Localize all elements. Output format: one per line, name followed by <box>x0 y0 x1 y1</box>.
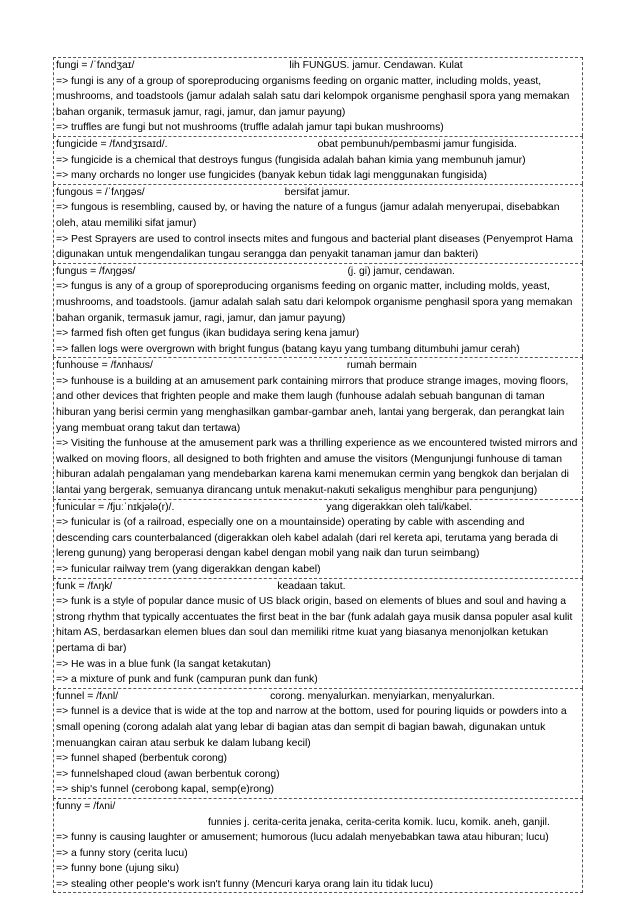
entry-gloss: obat pembunuh/pembasmi jamur fungisida. <box>317 138 517 150</box>
entry-headline <box>56 264 580 280</box>
entry-headline <box>56 799 580 830</box>
dictionary-entry <box>53 136 583 184</box>
entry-gloss: keadaan takut. <box>277 580 346 592</box>
entry-line: => farmed fish often get fungus (ikan budidaya sering kena jamur) <box>56 328 360 340</box>
entry-line: => fungi is any of a group of sporeproducing organisms feeding on organic matter, including molds, yeast, mushrooms, and toadstools (jamur adalah salah satu dari kelompok organisme penghasil spora yang memakan bahan organik, termasuk jamur, ragi, jamur, dan jamur payung) <box>56 75 570 118</box>
entry-line: => a funny story (cerita lucu) <box>56 847 188 859</box>
entry-line: => He was in a blue funk (Ia sangat ketakutan) <box>56 658 271 670</box>
entry-line: => fungicide is a chemical that destroys fungus (fungisida adalah bahan kimia yang membunuh jamur) <box>56 154 526 166</box>
dictionary-entry <box>53 688 583 798</box>
entry-gloss: funnies j. cerita-cerita jenaka, cerita-cerita komik. lucu, komik. aneh, ganjil. <box>208 816 550 828</box>
entry-headline <box>56 185 580 201</box>
entry-headword: fungicide = /fʌndʒɪsaɪd/. <box>56 138 168 150</box>
entry-line: => funicular railway trem (yang digerakkan dengan kabel) <box>56 564 321 575</box>
entry-headline <box>56 137 580 153</box>
dictionary-entry <box>53 184 583 263</box>
entry-headline <box>56 58 580 74</box>
entry-line: => funhouse is a building at an amusement park containing mirrors that produce strange images, moving floors, and other devices that frighten people and make them laugh (funhouse adalah sebuah bangunan di taman hiburan yang berisi cermin yang menghasilkan gambar-gambar aneh, lantai yang bergerak, dan perangkat lain yang membuat orang takut dan tertawa) <box>56 375 569 434</box>
entry-headword: funny = /fʌni/ <box>56 800 116 812</box>
entry-headword: funicular = /fjuːˈnɪkjələ(r)/. <box>56 501 175 513</box>
entry-line: => stealing other people's work isn't funny (Mencuri karya orang lain itu tidak lucu) <box>56 878 434 890</box>
dictionary-entry <box>53 499 583 578</box>
entry-headword: funk = /fʌŋk/ <box>56 580 113 592</box>
entry-gloss: bersifat jamur. <box>284 186 350 198</box>
entry-gloss: yang digerakkan oleh tali/kabel. <box>326 501 472 513</box>
entry-headword: fungus = /fʌŋɡəs/ <box>56 265 136 277</box>
entry-line: => ship's funnel (cerobong kapal, semp(e)rong) <box>56 784 275 796</box>
entry-line: => Pest Sprayers are used to control insects mites and fungous and bacterial plant diseases (Penyemprot Hama digunakan untuk mengendalikan tungau serangga dan penyakit tanaman jamur dan bakteri) <box>56 233 573 261</box>
entry-line: => Visiting the funhouse at the amusement park was a thrilling experience as we encountered twisted mirrors and walked on moving floors, all designed to both frighten and amuse the visitors (Mengunjungi funhouse di taman hiburan adalah pengalaman yang mendebarkan karena kami menemukan cermin yang bengkok dan berjalan di lantai yang bergerak, semuanya dirancang untuk menakut-nakuti sekaligus menghibur para pengunjung) <box>56 438 578 497</box>
dictionary-entry <box>53 578 583 688</box>
entry-line: => fungus is any of a group of sporeproducing organisms feeding on organic matter, including molds, yeast, mushrooms, and toadstools. (jamur adalah salah satu dari kelompok organisme penghasil spora yang memakan bahan organik, termasuk jamur, ragi, jamur, dan jamur payung) <box>56 281 573 324</box>
dictionary-page <box>53 57 583 893</box>
entry-line: => funk is a style of popular dance music of US black origin, based on elements of blues and soul and having a strong rhythm that typically accentuates the first beat in the bar (funk adalah gaya musik dansa populer asal kulit hitam AS, berdasarkan elemen blues dan soul dan memiliki ritme kuat yang biasanya menonjolkan ketukan pertama di bar) <box>56 596 573 654</box>
entry-line: => funnel shaped (berbentuk corong) <box>56 753 227 765</box>
entry-line: => funnelshaped cloud (awan berbentuk corong) <box>56 768 280 780</box>
dictionary-entry <box>53 357 583 498</box>
entry-headword: funhouse = /fʌnhaʊs/ <box>56 360 153 372</box>
entry-headline <box>56 500 580 516</box>
entry-headline <box>56 358 580 374</box>
entry-line: => truffles are fungi but not mushrooms (truffle adalah jamur tapi bukan mushrooms) <box>56 122 444 134</box>
entry-headword: fungous = /ˈfʌŋɡəs/ <box>56 186 145 198</box>
entry-headline <box>56 579 580 595</box>
entry-gloss: lih FUNGUS. jamur. Cendawan. Kulat <box>289 60 463 71</box>
entry-headline <box>56 689 580 705</box>
entry-line: => funnel is a device that is wide at the top and narrow at the bottom, used for pouring liquids or powders into a small opening (corong adalah alat yang lebar di bagian atas dan sempit di bagian bawah, digunakan untuk menuangkan cairan atau serbuk ke dalam lubang kecil) <box>56 706 567 749</box>
dictionary-entry <box>53 57 583 136</box>
entry-line: => funicular is (of a railroad, especially one on a mountainside) operating by cable with ascending and descending cars counterbalanced (digerakkan oleh kabel adalah (dari rel kereta api, terutama yang berada di lereng gunung) yang beroperasi dengan kabel dengan mobil yang naik dan turun seimbang) <box>56 517 558 560</box>
entry-gloss: (j. gi) jamur, cendawan. <box>347 265 455 277</box>
entry-line: => funny bone (ujung siku) <box>56 863 180 875</box>
entry-gloss: corong. menyalurkan. menyiarkan, menyalurkan. <box>270 690 495 702</box>
entry-line: => a mixture of punk and funk (campuran punk dan funk) <box>56 674 318 686</box>
entry-gloss: rumah bermain <box>346 360 417 372</box>
entry-line: => funny is causing laughter or amusement; humorous (lucu adalah menyebabkan tawa atau hiburan; lucu) <box>56 832 549 844</box>
entry-line: => many orchards no longer use fungicides (banyak kebun tidak lagi menggunakan fungisida) <box>56 170 487 182</box>
dictionary-entry <box>53 798 583 894</box>
dictionary-entry <box>53 263 583 358</box>
entry-headword: fungi = /ˈfʌndʒaɪ/ <box>56 60 135 71</box>
entry-line: => fallen logs were overgrown with bright fungus (batang kayu yang tumbang ditumbuhi jamur cerah) <box>56 343 520 355</box>
entry-line: => fungous is resembling, caused by, or having the nature of a fungus (jamur adalah menyerupai, disebabkan oleh, atau memiliki sifat jamur) <box>56 202 560 229</box>
entry-headword: funnel = /fʌnl/ <box>56 690 119 702</box>
